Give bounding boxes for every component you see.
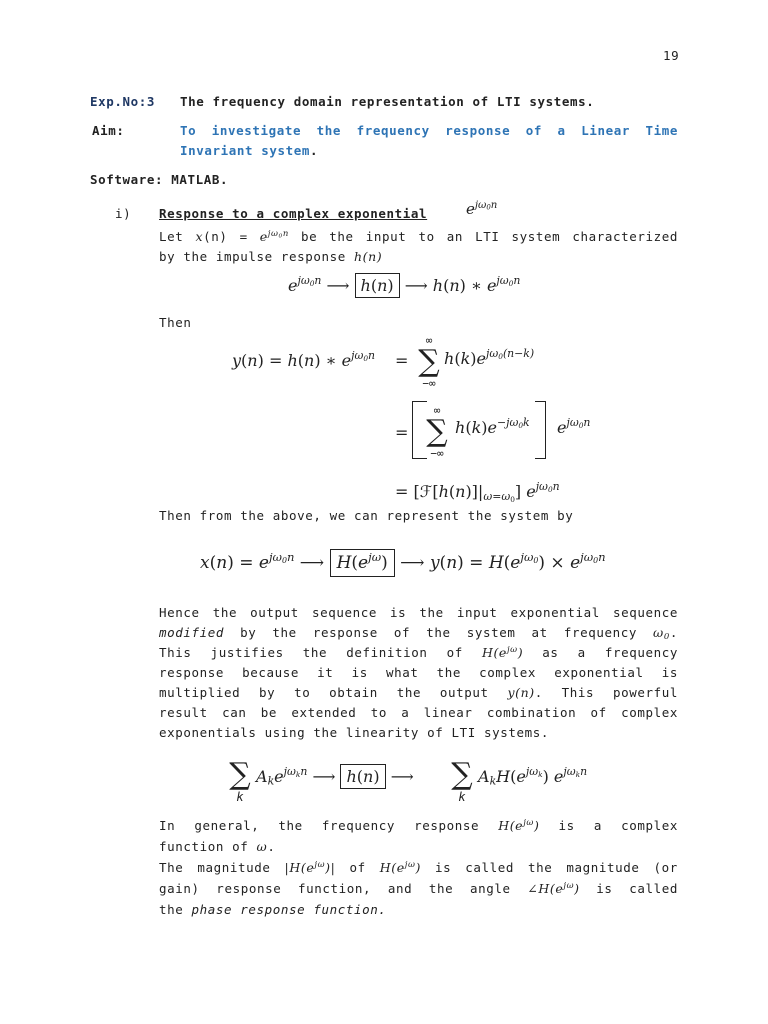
intro-h-math: h(n) bbox=[354, 249, 383, 264]
exp-title: The frequency domain representation of LTI systems. bbox=[180, 94, 595, 109]
software-end: . bbox=[220, 172, 229, 187]
intro-line-2-text: by the impulse response bbox=[159, 249, 346, 264]
para2-line-5 bbox=[159, 899, 678, 920]
eq2-sum-1-top: ∞ bbox=[425, 334, 433, 347]
eq4-rhs: $A_kH(e^{j\omega_k})$ $e^{j\omega_kn}$ bbox=[478, 765, 588, 788]
then-label: Then bbox=[159, 315, 192, 330]
para2-line-5-a: the bbox=[159, 902, 184, 917]
intro-x-eq: (n) = bbox=[203, 229, 260, 244]
eq2-row1: $h(k)e^{j\omega_0(n-k)}$ bbox=[444, 347, 535, 368]
eq2-sum-2 bbox=[426, 404, 448, 460]
para2-line-3 bbox=[159, 857, 678, 878]
para1-line-4: response because it is what the complex exponential is bbox=[159, 665, 678, 680]
eq2-equals-1: = bbox=[395, 351, 409, 370]
eq4-sigma-left: ∑ bbox=[229, 757, 251, 792]
eq4-system-box: h(n) bbox=[340, 764, 385, 789]
para2-H-math-2: $H(e^{j\omega})$ bbox=[379, 859, 421, 875]
paragraph-1 bbox=[159, 603, 678, 743]
para1-omega0: $\omega_0$ bbox=[653, 625, 670, 643]
para1-line-2: modified by the response of the system at frequency $\omega_0$. bbox=[159, 625, 678, 643]
intro-line-2 bbox=[159, 247, 678, 267]
aim-line-2-text: Invariant system bbox=[180, 143, 311, 158]
intro-x-math: x bbox=[195, 229, 204, 244]
eq2-equals-2: = bbox=[395, 423, 409, 442]
para1-line-3-b: as a frequency bbox=[542, 645, 678, 660]
eq2-left-bracket bbox=[412, 401, 427, 459]
eq4-sum-left bbox=[228, 757, 252, 804]
eq4-sum-right bbox=[450, 757, 474, 804]
eq3-system-box: $H(e^{j\omega})$ bbox=[330, 549, 395, 577]
eq2-sigma-2: ∑ bbox=[426, 414, 448, 449]
para2-line-3-a: The magnitude bbox=[159, 860, 271, 875]
eq4-lhs: $A_ke^{j\omega_kn}$ ⟶ h(n) ⟶ bbox=[256, 765, 414, 788]
eq1-system-box: h(n) bbox=[355, 273, 400, 298]
para2-line-4-b: is called bbox=[596, 881, 678, 896]
exp-label: Exp.No:3 bbox=[90, 94, 156, 109]
para2-phase-response: phase response function. bbox=[191, 902, 387, 917]
eq2-sum-1 bbox=[418, 334, 440, 390]
software-line bbox=[90, 172, 228, 187]
para2-line-3-c: is called the magnitude (or bbox=[434, 860, 678, 875]
eq4-index-left: k bbox=[236, 790, 244, 804]
para1-line-3 bbox=[159, 643, 678, 663]
section-number: i) bbox=[115, 206, 132, 221]
para2-line-1-b: is a complex bbox=[558, 818, 678, 833]
para2-omega: ω bbox=[256, 839, 268, 854]
para1-y-math: y(n) bbox=[507, 685, 535, 700]
intro-let: Let bbox=[159, 229, 184, 244]
section-heading: Response to a complex exponential bbox=[159, 206, 428, 221]
aim-line-2-end: . bbox=[310, 143, 319, 158]
aim-label: Aim: bbox=[92, 123, 125, 138]
intro-line-1-rest: be the input to an LTI system characterized bbox=[300, 229, 678, 244]
intro-exp-math: $e^{j\omega_0n}$ bbox=[259, 228, 289, 244]
equation-3: $x(n) = e^{j\omega_0n}$ ⟶ $H(e^{j\omega})$ ⟶ $y(n) = H(e^{j\omega_0}) \times e^{j\omega_0n}$ bbox=[200, 553, 606, 573]
para1-line-5-a: multiplied by to obtain the output bbox=[159, 685, 489, 700]
para1-H-math: $H(e^{j\omega})$ bbox=[481, 644, 524, 660]
aim-line-1: To investigate the frequency response of a Linear Time bbox=[180, 123, 678, 138]
intro-line-1 bbox=[159, 227, 678, 247]
para1-line-5: multiplied by to obtain the output y(n). This powerful bbox=[159, 685, 678, 700]
eq2-sum-2-top: ∞ bbox=[433, 404, 441, 417]
para1-line-1: Hence the output sequence is the input exponential sequence bbox=[159, 605, 678, 620]
eq2-sum-2-bottom: −∞ bbox=[430, 447, 444, 460]
para1-line-5-b: This powerful bbox=[561, 685, 678, 700]
para1-line-3-a: This justifies the definition of bbox=[159, 645, 463, 660]
para2-line-2: function of ω. bbox=[159, 839, 276, 854]
intro-paragraph bbox=[159, 227, 678, 267]
aim-line-2 bbox=[180, 143, 318, 158]
then-from-line: Then from the above, we can represent the system by bbox=[159, 508, 574, 523]
para2-line-1 bbox=[159, 815, 678, 836]
eq2-right-bracket bbox=[535, 401, 546, 459]
para2-line-3-b: of bbox=[349, 860, 366, 875]
para2-line-1-a: In general, the frequency response bbox=[159, 818, 480, 833]
paragraph-2 bbox=[159, 815, 678, 920]
section-heading-math: $e^{j\omega_0n}$ bbox=[466, 199, 498, 218]
software-label: Software: MATLAB bbox=[90, 172, 221, 187]
para2-line-2-a: function of bbox=[159, 839, 249, 854]
eq2-lhs: y(n) = h(n) ∗ $e^{j\omega_0n}$ bbox=[232, 349, 376, 370]
page-number: 19 bbox=[663, 48, 680, 63]
para1-modified: modified bbox=[159, 625, 225, 640]
para1-line-7: exponentials using the linearity of LTI systems. bbox=[159, 725, 550, 740]
eq4-sigma-right: ∑ bbox=[451, 757, 473, 792]
equation-1: $e^{j\omega_0n}$ ⟶ h(n) ⟶ h(n) ∗ $e^{j\omega_0n}$ bbox=[288, 276, 520, 295]
para2-abs-H: $|H(e^{j\omega})|$ bbox=[284, 859, 336, 875]
eq2-sigma-1: ∑ bbox=[418, 344, 440, 379]
eq2-row3: = $[ℱ[h(n)]|_{\omega=\omega_0}]$ $e^{j\omega_0n}$ bbox=[395, 480, 560, 504]
eq2-row2-tail: $e^{j\omega_0n}$ bbox=[557, 416, 591, 437]
eq2-sum-1-bottom: −∞ bbox=[422, 377, 436, 390]
para2-line-4-a: gain) response function, and the angle bbox=[159, 881, 511, 896]
para1-line-6: result can be extended to a linear combination of complex bbox=[159, 705, 678, 720]
para1-line-2-text: by the response of the system at frequency bbox=[240, 625, 637, 640]
para2-angle-H: $\angle H(e^{j\omega})$ bbox=[527, 880, 580, 896]
exp-number bbox=[90, 94, 155, 109]
para2-line-4 bbox=[159, 878, 678, 899]
para2-H-math-1: $H(e^{j\omega})$ bbox=[498, 817, 540, 833]
eq4-index-right: k bbox=[458, 790, 466, 804]
eq2-row2: $h(k)e^{-j\omega_0k}$ bbox=[455, 416, 530, 437]
